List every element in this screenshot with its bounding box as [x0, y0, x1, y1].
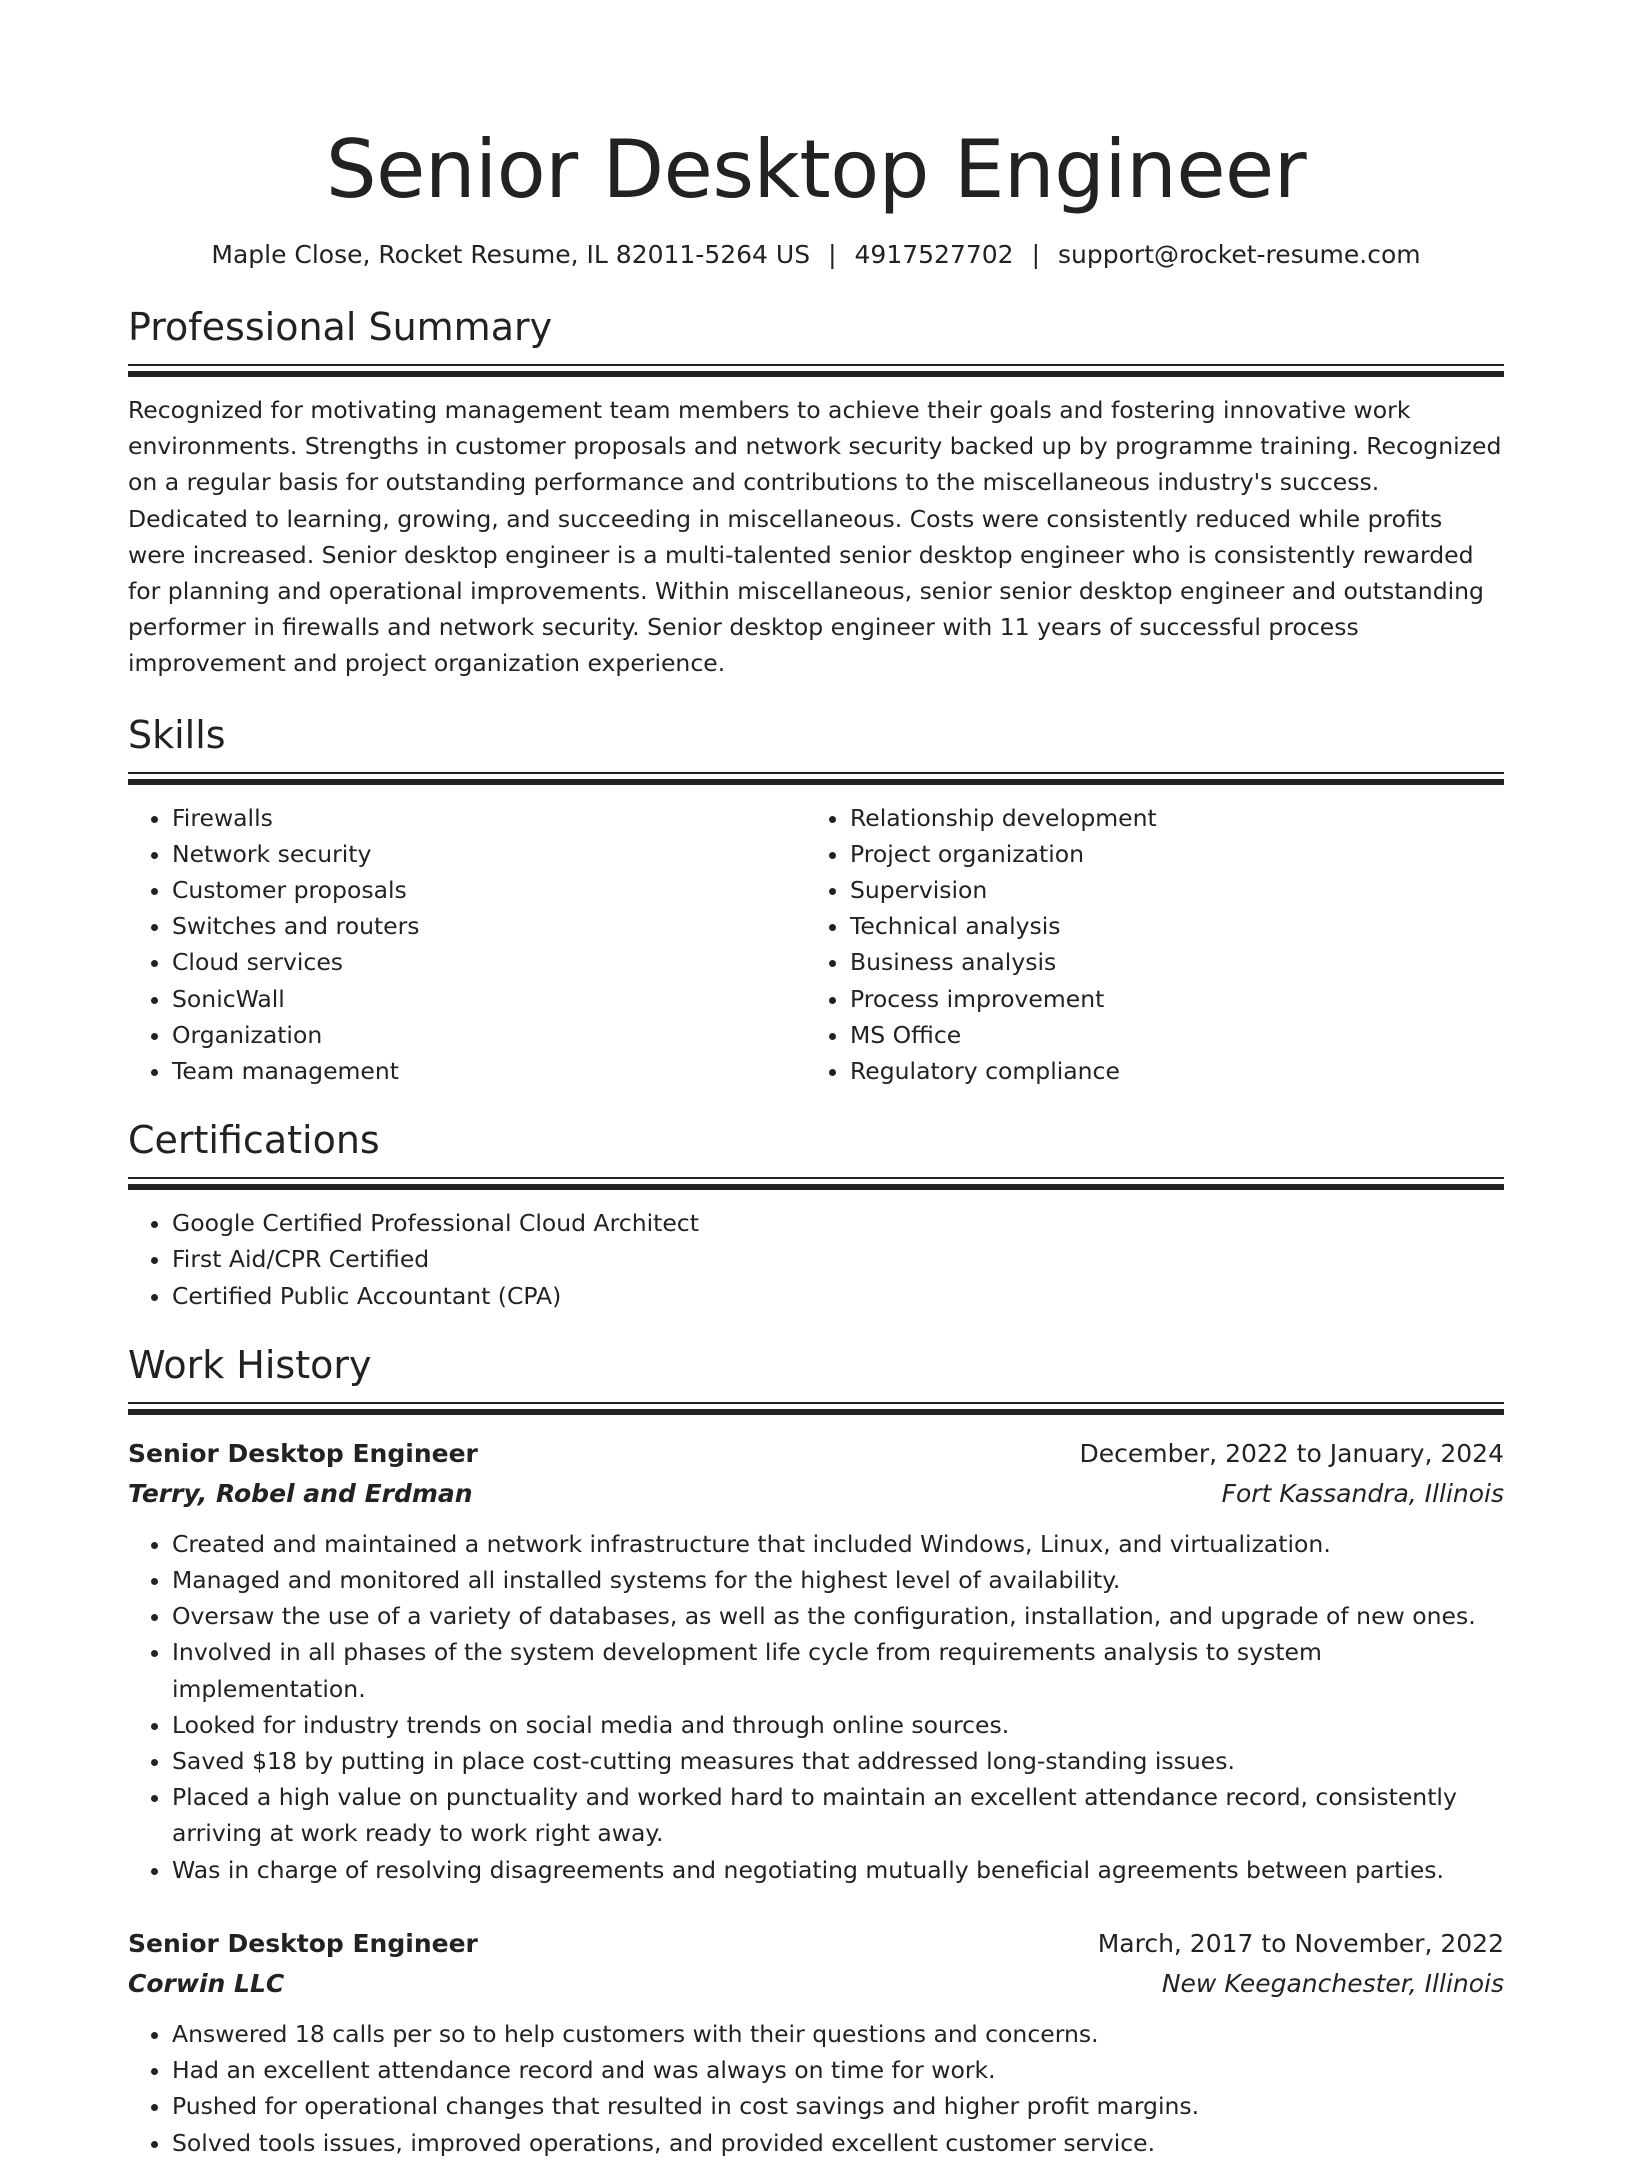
job-title: Senior Desktop Engineer — [128, 1438, 478, 1468]
certifications-list — [128, 1205, 1504, 1314]
certification-item: • Google Certified Professional Cloud Architect — [172, 1205, 1504, 1241]
job-header-row — [128, 1434, 1504, 1474]
job-bullet: • Looked for industry trends on social media and through online sources. — [172, 1707, 1504, 1743]
job-company: Corwin LLC — [128, 1968, 285, 1998]
job-company: Terry, Robel and Erdman — [128, 1478, 473, 1508]
job-bullet: • Solved tools issues, improved operations, and provided excellent customer service. — [172, 2125, 1504, 2161]
resume-name: Senior Desktop Engineer — [325, 123, 1307, 216]
skills-list-right — [806, 800, 1548, 1090]
section-divider — [128, 1177, 1504, 1191]
job-location: New Keeganchester, Illinois — [1161, 1968, 1504, 1998]
job-company-row — [128, 1474, 1504, 1514]
job-bullet: • Managed and monitored all installed systems for the highest level of availability. — [172, 1562, 1504, 1598]
certifications-section — [128, 1115, 1504, 1314]
job-location: Fort Kassandra, Illinois — [1221, 1478, 1504, 1508]
skills-list-left — [128, 800, 806, 1090]
job-header-row — [128, 1924, 1504, 1964]
job-bullet: • Saved $18 by putting in place cost-cutting measures that addressed long-standing issues. — [172, 1743, 1504, 1779]
skill-item: • Organization — [172, 1017, 806, 1053]
skill-item: • Business analysis — [850, 944, 1548, 980]
job-bullets — [128, 2016, 1504, 2161]
job-bullet: • Involved in all phases of the system development life cycle from requirements analysis to system implementation. — [172, 1634, 1504, 1706]
job-bullet: • Placed a high value on punctuality and worked hard to maintain an excellent attendance record, consistently arriving at work ready to work right away. — [172, 1779, 1504, 1851]
skill-item: • SonicWall — [172, 981, 806, 1017]
job-bullet: • Had an excellent attendance record and was always on time for work. — [172, 2052, 1504, 2088]
section-divider — [128, 364, 1504, 378]
job-company-row — [128, 1964, 1504, 2004]
job-bullets — [128, 1526, 1504, 1888]
skill-item: • Firewalls — [172, 800, 806, 836]
contact-separator: | — [828, 240, 837, 269]
contact-separator: | — [1031, 240, 1041, 269]
work-history-heading: Work History — [128, 1342, 372, 1387]
certification-item: • Certified Public Accountant (CPA) — [172, 1278, 1504, 1314]
skill-item: • MS Office — [850, 1017, 1548, 1053]
job-entry — [128, 1924, 1504, 2161]
job-bullet: • Pushed for operational changes that resulted in cost savings and higher profit margins. — [172, 2088, 1504, 2124]
job-entry — [128, 1434, 1504, 1888]
skill-item: • Regulatory compliance — [850, 1053, 1548, 1089]
summary-text: Recognized for motivating management team members to achieve their goals and fostering innovative work environments. Strengths in customer proposals and network security backed up by programme training. Recognized on a regular basis for outstanding performance and contributions to the miscellaneous industry's success. Dedicated to learning, growing, and succeeding in miscellaneous. Costs were consistently reduced while profits were increased. Senior desktop engineer is a multi-talented senior desktop engineer who is consistently rewarded for planning and operational improvements. Within miscellaneous, senior senior desktop engineer and outstanding performer in firewalls and network security. Senior desktop engineer with 11 years of successful process improvement and project organization experience. — [128, 396, 1502, 678]
resume-page — [128, 0, 1504, 2161]
certification-item: • First Aid/CPR Certified — [172, 1241, 1504, 1277]
skill-item: • Switches and routers — [172, 908, 806, 944]
skill-item: • Process improvement — [850, 981, 1548, 1017]
skill-item: • Supervision — [850, 872, 1548, 908]
contact-email: support@rocket-resume.com — [1058, 240, 1421, 269]
skill-item: • Project organization — [850, 836, 1548, 872]
job-dates: December, 2022 to January, 2024 — [1079, 1438, 1504, 1468]
contact-line — [128, 238, 1504, 272]
skill-item: • Network security — [172, 836, 806, 872]
skill-item: • Customer proposals — [172, 872, 806, 908]
job-dates: March, 2017 to November, 2022 — [1097, 1928, 1504, 1958]
contact-address: Maple Close, Rocket Resume, IL 82011-5264 US — [211, 240, 811, 269]
job-bullet: • Was in charge of resolving disagreements and negotiating mutually beneficial agreements between parties. — [172, 1852, 1504, 1888]
contact-phone: 4917527702 — [854, 240, 1014, 269]
skills-heading: Skills — [128, 712, 226, 757]
summary-heading: Professional Summary — [128, 305, 553, 349]
job-title: Senior Desktop Engineer — [128, 1928, 478, 1958]
job-bullet: • Oversaw the use of a variety of databases, as well as the configuration, installation, and upgrade of new ones. — [172, 1598, 1504, 1634]
section-divider — [128, 772, 1504, 786]
skills-grid — [128, 800, 1504, 1090]
skill-item: • Technical analysis — [850, 908, 1548, 944]
work-history-section — [128, 1340, 1504, 2161]
skills-section — [128, 710, 1504, 1090]
skill-item: • Team management — [172, 1053, 806, 1089]
skill-item: • Relationship development — [850, 800, 1548, 836]
skill-item: • Cloud services — [172, 944, 806, 980]
job-bullet: • Answered 18 calls per so to help customers with their questions and concerns. — [172, 2016, 1504, 2052]
summary-section — [128, 302, 1504, 682]
job-bullet: • Created and maintained a network infrastructure that included Windows, Linux, and virtualization. — [172, 1526, 1504, 1562]
certifications-heading: Certifications — [128, 1118, 380, 1163]
section-divider — [128, 1402, 1504, 1416]
